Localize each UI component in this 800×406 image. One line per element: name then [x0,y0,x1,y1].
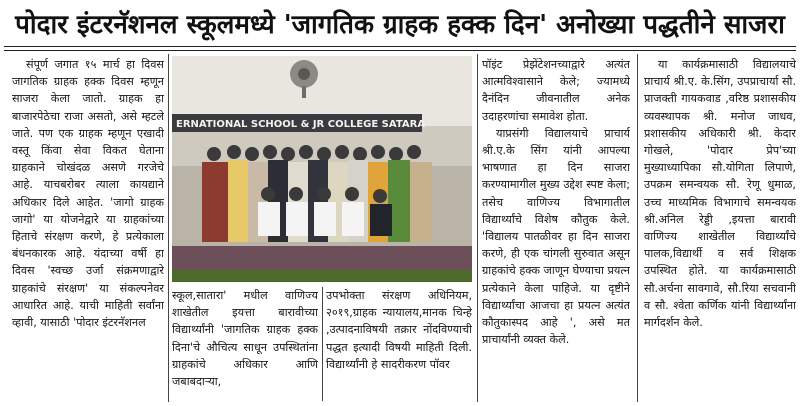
column-divider [477,54,478,402]
paragraph: उपभोक्ता संरक्षण अधिनियम, २०१९,ग्राहक न्यायालय,मानक चिन्हे ,उत्पादनाविषयी तक्रार नोंदविण्याची पद्धत इत्यादी विषयी माहिती दिली. विद्यार्थ्यांनी हे सादरीकरण पॉवर [326,289,472,371]
headline-rule-bottom [4,50,796,51]
column-divider [168,54,169,402]
event-photo [172,56,472,282]
article-column-5 [644,56,796,401]
headline: पोदार इंटरनॅशनल स्कूलमध्ये 'जागतिक ग्राहक हक्क दिन' अनोख्या पद्धतीने साजरा [15,10,785,40]
paragraph: स्कूल,सातारा' मधील वाणिज्य शाखेतील इयत्ता बारावीच्या विद्यार्थ्यांनी 'जागतिक ग्राहक हक्क दिना'चे औचित्य साधून उपस्थितांना ग्राहकांचे अधिकार आणि जबाबदाऱ्या, [172,289,318,389]
paragraph: संपूर्ण जगात १५ मार्च हा दिवस जागतिक ग्राहक हक्क दिवस म्हणून साजरा केला जातो. ग्राहक हा बाजारपेठेचा राजा असतो, असे म्हटले जाते. पण एक ग्राहक म्हणून एखादी वस्तू किंवा सेवा विकत घेताना ग्राहकाने चोखंदळ असणे गरजेचे आहे. याचबरोबर त्याला कायद्याने अधिकार दिले आहेत. 'जागो ग्राहक जागो' या योजनेद्वारे या ग्राहकांच्या हिताचे संरक्षण करणे, हे प्रत्येकाला बंधनकारक आहे. यंदाच्या वर्षी हा दिवस 'स्वच्छ उर्जा संक्रमणाद्वारे ग्राहकांचे संरक्षण' या संकल्पनेवर आधारित आहे. याची माहिती सर्वांना व्हावी, यासाठी 'पोदार इंटरनॅशनल [12,58,164,330]
article-column-1 [12,56,164,401]
column-divider [322,287,323,401]
paragraph: याप्रसंगी विद्यालयाचे प्राचार्य श्री.ए.के सिंग यांनी आपल्या भाषणात हा दिन साजरा करण्यामागील मुख्य उद्देश स्पष्ट केला; तसेच वाणिज्य विभागातील विद्यार्थ्यांचे विशेष कौतुक केले. 'विद्यालय पातळीवर हा दिन साजरा करणे, ही एक चांगली सुरुवात असून ग्राहकांचे हक्क जाणून घेण्याचा प्रयत्न प्रत्येकाने केला पाहिजे. या दृष्टीने विद्यार्थ्यांचा आजचा हा प्रयत्न अत्यंत कौतुकास्पद आहे ', असे मत प्राचार्यांनी व्यक्त केले. [482,126,630,347]
headline-rule-top [4,46,796,47]
paragraph: या कार्यक्रमासाठी विद्यालयाचे प्राचार्य श्री.ए. के.सिंग, उपप्राचार्या सौ. प्राजक्ती गायकवाड ,वरिष्ठ प्रशासकीय व्यवस्थापक श्री. मनोज जाधव, प्रशासकीय अधिकारी श्री. केदार गोखले, 'पोदार प्रेप'च्या मुख्याध्यापिका सौ.योगिता लिपाणे, उपक्रम समन्वयक सौ. रेणू धुमाळ, उच्च माध्यमिक विभागाचे समन्वयक श्री.अनिल रेड्डी ,इयत्ता बारावी वाणिज्य शाखेतील विद्यार्थ्यांचे पालक,विद्यार्थी व सर्व शिक्षक उपस्थित होते. या कार्यक्रमासाठी सौ.अर्चना सावगावे, सौ.रिया सचवानी व सौ. श्वेता कर्णिक यांनी विद्यार्थ्यांना मार्गदर्शन केले. [644,58,796,330]
column-divider [637,54,638,402]
banner-text: ERNATIONAL SCHOOL & JR COLLEGE SATARA [176,119,426,130]
article-column-4 [482,56,630,401]
article-column-2 [172,287,318,401]
article-column-3 [326,287,472,401]
paragraph: पॉइंट प्रेझेंटेशनच्याद्वारे अत्यंत आत्मविश्वासाने केले; ज्यामध्ये दैनंदिन जीवनातील अनेक उदाहरणांचा समावेश होता. [482,58,630,123]
